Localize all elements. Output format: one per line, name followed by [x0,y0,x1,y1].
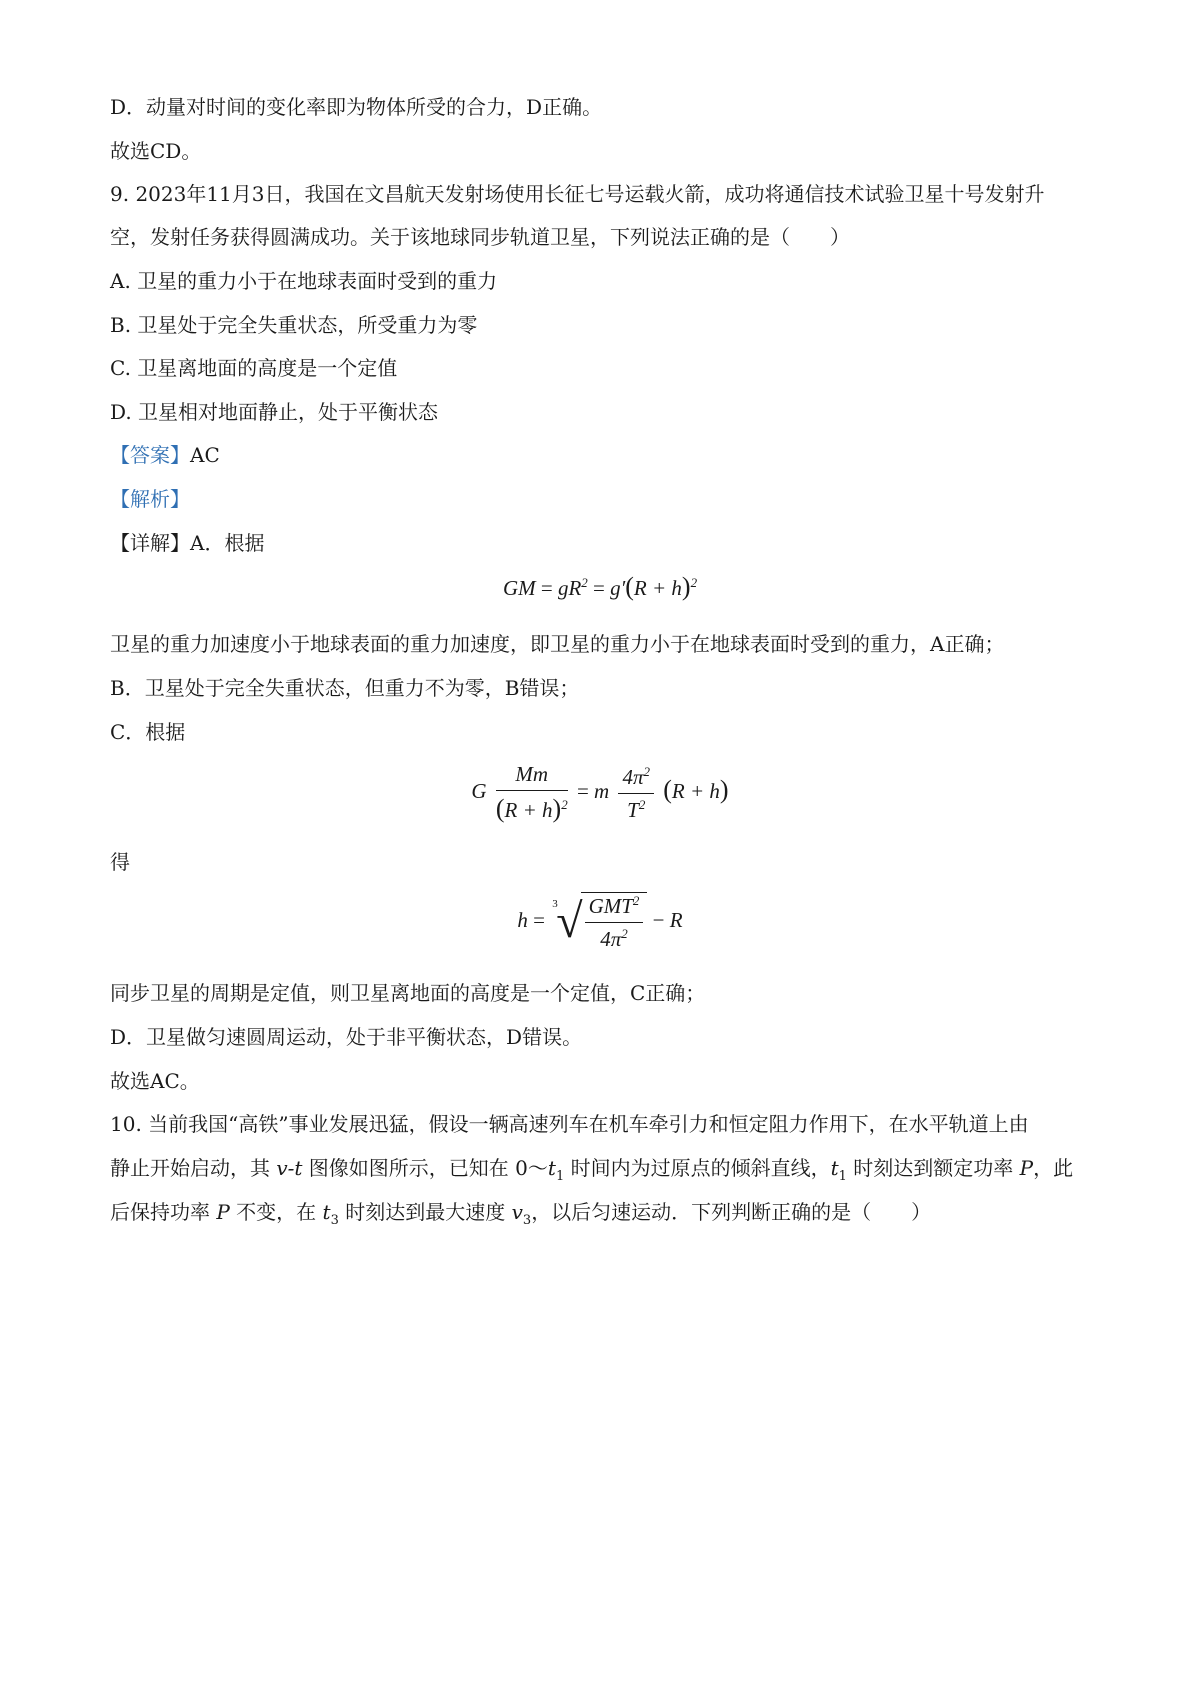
cube-root: 3 √ $\frac{GMT^2}{4\pi^2}$ [550,892,647,952]
text-line: 故选AC。 [110,1069,200,1093]
eq2-den2-exp: 2 [638,796,646,812]
text-line: D．动量对时间的变化率即为物体所受的合力，D正确。 [110,95,603,119]
eq2-m: m [594,778,610,803]
eq2-fraction-1: $\frac{Mm}{(R + h)^2}$ [495,762,568,823]
equation-3: h = 3 √ $\frac{GMT^2}{4\pi^2}$ − R [517,893,683,951]
q10-sub: 1 [838,1169,847,1184]
detail-text: A．根据 [190,531,265,555]
q10-sub: 3 [330,1213,339,1228]
q10-text: 时刻达到最大速度 [338,1200,512,1224]
text-line: C．根据 [110,720,186,744]
q10-v3: v [511,1200,523,1224]
option-b: B. 卫星处于完全失重状态，所受重力为零 [110,313,478,337]
question-9-line-2: 空，发射任务获得圆满成功。关于该地球同步轨道卫星，下列说法正确的是（ ） [110,225,850,249]
q10-sub: 1 [555,1169,565,1184]
q10-vt: v-t [276,1156,303,1180]
answer-value: AC [190,443,220,467]
eq1-inner: R + h [633,576,682,600]
eq1-lhs: GM [502,576,536,600]
eq2-den: R + h [504,798,553,822]
q10-t3: t [322,1200,331,1224]
eq3-num: GMT [588,894,633,918]
eq2-g: G [471,778,487,803]
q10-text: 不变，在 [229,1200,323,1224]
eq2-num2: 4π [622,764,644,789]
eq3-den-exp: 2 [621,926,628,941]
eq3-num-exp: 2 [632,893,640,908]
analysis-tag: 【解析】 [110,487,190,511]
option-c: C. 卫星离地面的高度是一个定值 [110,356,398,380]
eq2-num: Mm [496,762,568,791]
q10-text: 时刻达到额定功率 [846,1156,1020,1180]
question-10-line-3 [110,1197,1100,1236]
eq2-den-exp: 2 [561,797,568,812]
root-index: 3 [552,898,558,910]
eq3-fraction [585,893,644,952]
q10-text: 静止开始启动，其 [110,1156,277,1180]
q10-t1b: t [830,1156,839,1180]
equation-1: GM = $gR^2 = g'(R + h)^2$ [502,572,698,601]
q10-text: 图像如图所示，已知在 0～ [302,1156,548,1180]
question-9-line-1: 9. 2023年11月3日，我国在文昌航天发射场使用长征七号运载火箭，成功将通信技术试验卫星十号发射升 [110,182,1045,206]
q10-text: ，以后匀速运动．下列判断正确的是（ ） [531,1200,932,1224]
q10-text: 后保持功率 [110,1200,217,1224]
answer-line [110,440,1100,470]
answer-tag: 【答案】 [110,443,190,467]
text-line: D．卫星做匀速圆周运动，处于非平衡状态，D错误。 [110,1025,583,1049]
eq1-rhs: g′ [610,576,626,600]
eq2-fraction-2 [618,764,654,823]
q10-sub: 3 [522,1213,532,1228]
detail-line [110,528,1100,558]
q10-p: P [1019,1156,1034,1180]
eq3-lhs: h [517,907,528,932]
text-line: 故选CD。 [110,139,202,163]
eq3-minus: R [669,907,683,932]
text-line: 得 [110,850,130,874]
eq2-num2-exp: 2 [643,763,650,779]
detail-tag: 【详解】 [110,531,190,555]
eq1-exp: 2 [581,575,588,590]
text-line: B．卫星处于完全失重状态，但重力不为零，B错误； [110,676,580,700]
option-a: A. 卫星的重力小于在地球表面时受到的重力 [110,269,498,293]
text-line: 卫星的重力加速度小于地球表面的重力加速度，即卫星的重力小于在地球表面时受到的重力，A正确； [110,632,1005,656]
eq2-rhs: R + h [671,778,720,803]
q10-text: 时间内为过原点的倾斜直线， [564,1156,831,1180]
eq1-mid: gR [557,576,582,600]
text-line: 同步卫星的周期是定值，则卫星离地面的高度是一个定值，C正确； [110,981,706,1005]
equation-2: G $\frac{Mm}{(R + h)^2}$ = m $\frac{4\pi^2}{T^2}$ (R + h) [471,762,729,823]
q10-text: ，此 [1033,1156,1074,1180]
eq1-exp2: 2 [690,575,698,590]
question-10-line-1: 10. 当前我国“高铁”事业发展迅猛，假设一辆高速列车在机车牵引力和恒定阻力作用下，在水平轨道上由 [110,1112,1029,1136]
q10-t1: t [547,1156,556,1180]
analysis-line [110,484,1100,514]
eq3-den: 4π [600,927,622,951]
option-d: D. 卫星相对地面静止，处于平衡状态 [110,400,439,424]
question-10-line-2 [110,1153,1100,1192]
eq2-den2: T [627,797,639,822]
q10-p: P [216,1200,230,1224]
